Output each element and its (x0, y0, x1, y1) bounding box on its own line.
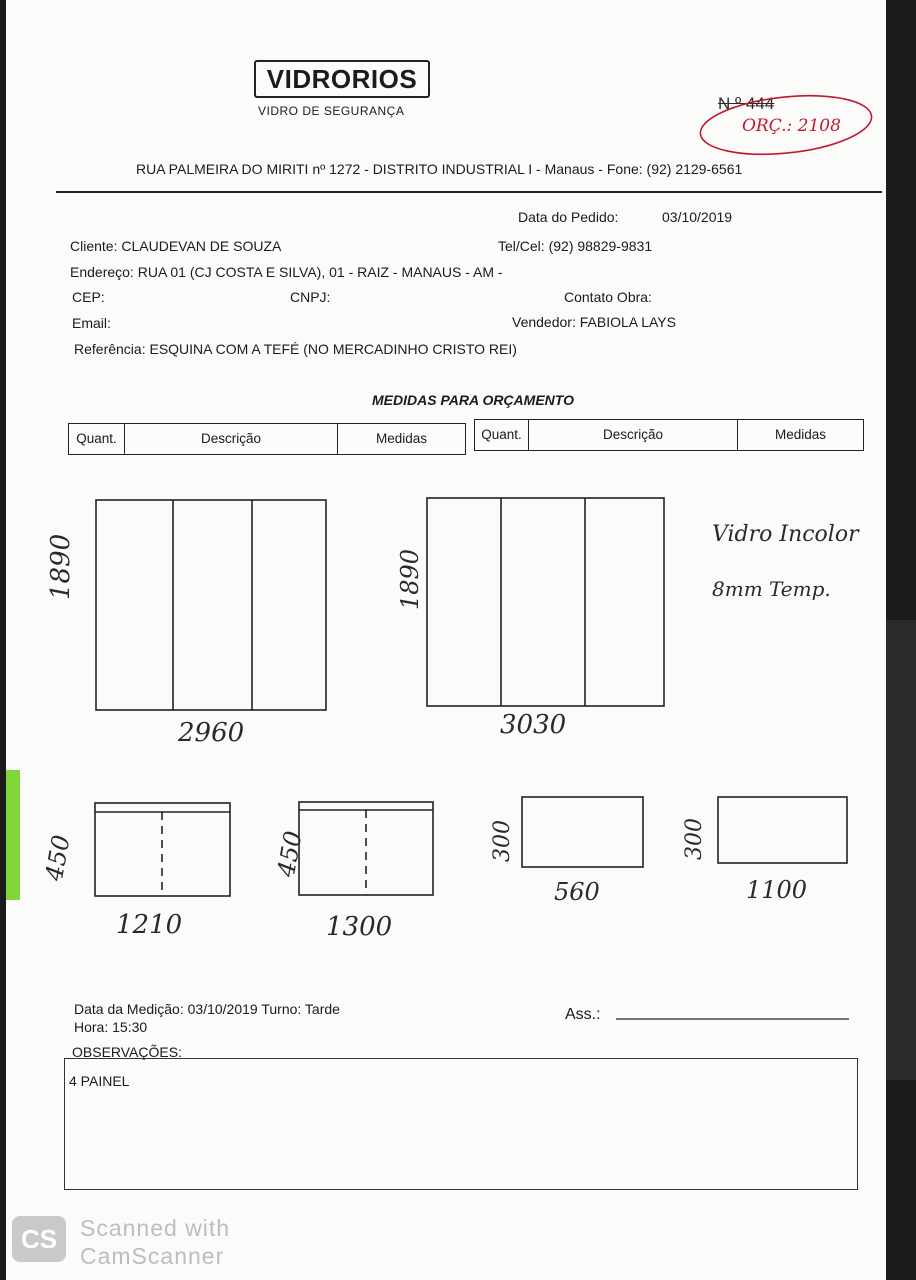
panel-5-outline (522, 797, 643, 867)
col-description: Descrição (125, 424, 338, 454)
panel-3-height: 450 (40, 832, 76, 883)
observations-label: OBSERVAÇÕES: (72, 1044, 182, 1060)
company-logo: VIDRORIOS (254, 60, 430, 98)
col-description: Descrição (529, 420, 738, 450)
order-date-label: Data do Pedido: (518, 209, 619, 225)
reference-line: Referência: ESQUINA COM A TEFÉ (NO MERCADINHO CRISTO REI) (74, 341, 517, 357)
client-value: CLAUDEVAN DE SOUZA (121, 238, 282, 254)
glass-note-line1: Vidro Incolor (712, 522, 859, 547)
col-quantity: Quant. (475, 420, 529, 450)
measure-date: Data da Medição: 03/10/2019 Turno: Tarde (74, 1001, 340, 1017)
col-measures: Medidas (774, 427, 827, 442)
panel-2-width: 3030 (500, 710, 567, 740)
panel-6-outline (718, 797, 847, 863)
order-date-value: 03/10/2019 (662, 209, 733, 225)
col-measures: Medidas (375, 431, 428, 446)
address-value: RUA 01 (CJ COSTA E SILVA), 01 - RAIZ - MANAUS - AM - (137, 264, 503, 280)
panel-4-height: 450 (272, 828, 308, 879)
panel-1-width: 2960 (178, 718, 245, 748)
panel-6-height: 300 (682, 818, 707, 860)
col-quantity: Quant. (69, 424, 125, 454)
panel-1-height: 1890 (46, 533, 76, 600)
panel-1-outline (96, 500, 326, 710)
cep-label: CEP: (72, 289, 105, 305)
order-number-struck: N.º 444 (718, 94, 775, 113)
company-tagline: VIDRO DE SEGURANÇA (258, 104, 405, 118)
company-address: RUA PALMEIRA DO MIRITI nº 1272 - DISTRITO INDUSTRIAL I - Manaus - Fone: (92) 2129-6561 (136, 161, 743, 177)
observations-box (64, 1058, 858, 1190)
measure-time: Hora: 15:30 (74, 1019, 148, 1035)
panel-6-width: 1100 (746, 876, 808, 904)
panel-2-height: 1890 (396, 548, 424, 610)
email-label: Email: (72, 315, 111, 331)
budget-number-handwritten: ORÇ.: 2108 (742, 116, 841, 136)
page-edge-background-right (886, 620, 916, 1080)
camscanner-logo-icon: CS (12, 1216, 66, 1262)
shift: Turno: Tarde (261, 1001, 340, 1017)
phone-value: (92) 98829-9831 (548, 238, 653, 254)
client-line: Cliente: CLAUDEVAN DE SOUZA (70, 238, 282, 254)
panel-2-outline (427, 498, 664, 706)
panel-5-width: 560 (554, 878, 600, 906)
seller-value: FABIOLA LAYS (579, 314, 676, 330)
reference-value: ESQUINA COM A TEFÉ (NO MERCADINHO CRISTO REI) (149, 341, 517, 357)
seller-line: Vendedor: FABIOLA LAYS (512, 314, 676, 330)
phone-line: Tel/Cel: (92) 98829-9831 (498, 238, 653, 254)
cnpj-label: CNPJ: (290, 289, 331, 305)
measures-heading: MEDIDAS PARA ORÇAMENTO (372, 392, 574, 408)
signature-label: Ass.: (565, 1006, 601, 1023)
panel-3-width: 1210 (116, 910, 183, 940)
camscanner-watermark: Scanned with CamScanner (80, 1215, 231, 1269)
panel-4-width: 1300 (326, 912, 393, 942)
address-line: Endereço: RUA 01 (CJ COSTA E SILVA), 01 - RAIZ - MANAUS - AM - (70, 264, 503, 280)
panel-5-height: 300 (490, 820, 515, 862)
observations-value: 4 PAINEL (69, 1073, 130, 1089)
order-sheet (6, 0, 886, 1280)
glass-note-line2: 8mm Temp. (712, 577, 831, 601)
contact-label: Contato Obra: (564, 289, 652, 305)
